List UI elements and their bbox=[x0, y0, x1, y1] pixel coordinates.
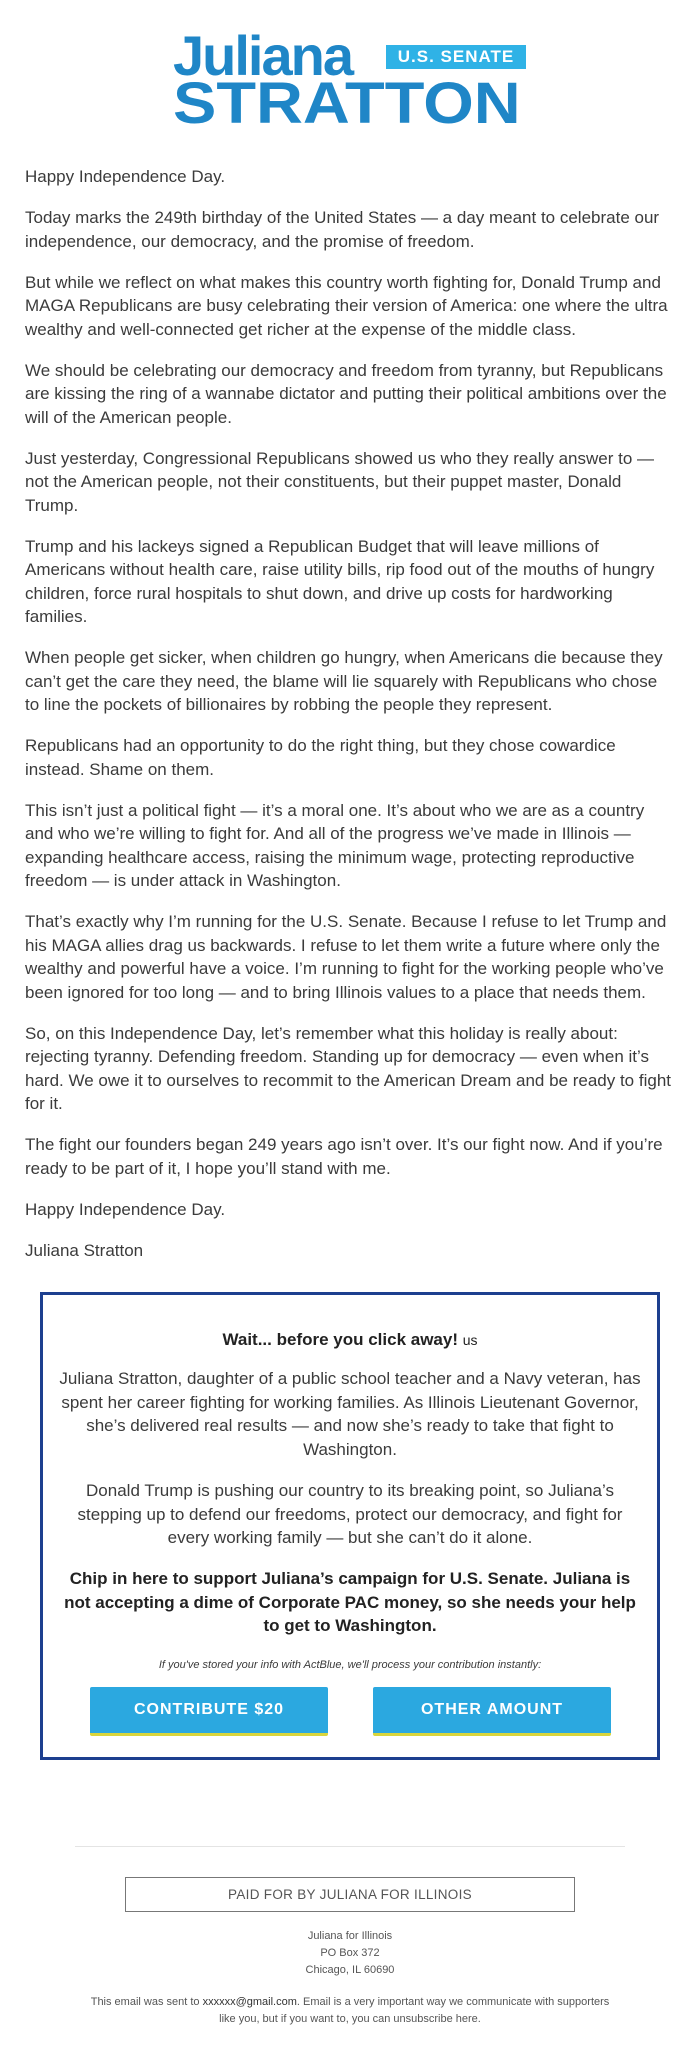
letter-paragraph: Today marks the 249th birthday of the United States — a day meant to celebrate our independence, our democracy, and the promise of freedom. bbox=[25, 208, 660, 251]
logo-first-name: Juliana bbox=[173, 24, 352, 87]
address-po-box: PO Box 372 bbox=[320, 1947, 380, 1959]
email-disclaimer bbox=[90, 1994, 610, 2028]
letter-paragraph: When people get sicker, when children go hungry, when Americans die because they can’t get the care they need, the blame will lie squarely with Republicans who chose to line the pockets of billionaires by robbing the people they represent. bbox=[25, 648, 663, 714]
callout-pitch: Donald Trump is pushing our country to its breaking point, so Juliana’s stepping up to defend our freedoms, protect our democracy, and fight for every working family — but she can’t do it alone. bbox=[77, 1481, 623, 1547]
logo-last-name: STRATTON bbox=[173, 71, 521, 136]
letter-signature: Juliana Stratton bbox=[25, 1240, 144, 1260]
other-amount-button[interactable]: OTHER AMOUNT bbox=[373, 1687, 611, 1736]
callout-heading bbox=[43, 1329, 657, 1351]
letter-body bbox=[25, 165, 675, 1280]
callout-heading-suffix: us bbox=[462, 1332, 478, 1348]
letter-closing: Happy Independence Day. bbox=[25, 1199, 226, 1219]
paid-for-disclaimer: PAID FOR BY JULIANA FOR ILLINOIS bbox=[125, 1877, 575, 1912]
letter-paragraph: The fight our founders began 249 years ago isn’t over. It’s our fight now. And if you’re ready to be part of it, I hope you’ll stand with me. bbox=[25, 1135, 663, 1178]
actblue-note: If you've stored your info with ActBlue, we'll process your contribution instantly: bbox=[158, 1659, 542, 1671]
letter-paragraph: Trump and his lackeys signed a Republican Budget that will leave millions of Americans without health care, raise utility bills, rip food out of the mouths of hungry children, force rural hospitals to shut down, and drive up costs for hardworking families. bbox=[25, 536, 655, 626]
donation-callout bbox=[40, 1292, 660, 1760]
letter-paragraph: But while we reflect on what makes this country worth fighting for, Donald Trump and MAGA Republicans are busy celebrating their version of America: one where the ultra wealthy and well-connected get richer at the expense of the middle class. bbox=[25, 272, 668, 339]
callout-heading-text: Wait... before you click away! bbox=[222, 1330, 459, 1349]
letter-paragraph: Just yesterday, Congressional Republicans showed us who they really answer to — not the American people, not their constituents, but their puppet master, Donald Trump. bbox=[25, 448, 654, 515]
unsubscribe-link[interactable]: you can unsubscribe here. bbox=[351, 2013, 481, 2025]
address-name: Juliana for Illinois bbox=[307, 1930, 393, 1942]
campaign-logo bbox=[173, 24, 528, 136]
logo-office-badge: U.S. SENATE bbox=[386, 45, 526, 69]
mailing-address bbox=[0, 1928, 700, 1979]
callout-ask: Chip in here to support Juliana’s campaign for U.S. Senate. Juliana is not accepting a dime of Corporate PAC money, so she needs your help to get to Washington. bbox=[64, 1569, 636, 1635]
letter-paragraph: Republicans had an opportunity to do the right thing, but they chose cowardice instead. Shame on them. bbox=[25, 736, 616, 779]
letter-paragraph: This isn’t just a political fight — it’s a moral one. It’s about who we are as a country and who we’re willing to fight for. And all of the progress we’ve made in Illinois — expanding healthcare access, raising the minimum wage, protecting reproductive freedom — is under attack in Washington. bbox=[25, 800, 645, 890]
contribute-20-button[interactable]: CONTRIBUTE $20 bbox=[90, 1687, 328, 1736]
footer-divider bbox=[75, 1846, 625, 1847]
letter-paragraph: So, on this Independence Day, let’s remember what this holiday is really about: rejecting tyranny. Defending freedom. Standing up for democracy — even when it’s hard. We owe it to ourselves to recommit to the American Dream and be ready to fight for it. bbox=[25, 1023, 671, 1113]
disclaimer-middle: . Email is a very important way we communicate with supporters like you, but if you want to, bbox=[219, 1996, 610, 2025]
address-city: Chicago, IL 60690 bbox=[305, 1964, 395, 1976]
letter-paragraph: Happy Independence Day. bbox=[25, 167, 226, 186]
disclaimer-prefix: This email was sent to bbox=[90, 1996, 203, 2008]
letter-paragraph: We should be celebrating our democracy and freedom from tyranny, but Republicans are kissing the ring of a wannabe dictator and putting their political ambitions over the will of the American people. bbox=[25, 360, 667, 427]
letter-paragraph: That’s exactly why I’m running for the U.S. Senate. Because I refuse to let Trump and his MAGA allies drag us backwards. I refuse to let them write a future where only the wealthy and powerful have a voice. I’m running to fight for the working people who’ve been ignored for too long — and to bring Illinois values to a place that needs them. bbox=[25, 912, 667, 1002]
recipient-email: xxxxxx@gmail.com bbox=[202, 1996, 297, 2008]
callout-bio: Juliana Stratton, daughter of a public school teacher and a Navy veteran, has spent her career fighting for working families. As Illinois Lieutenant Governor, she’s delivered real results — and now she’s ready to take that fight to Washington. bbox=[59, 1369, 641, 1459]
